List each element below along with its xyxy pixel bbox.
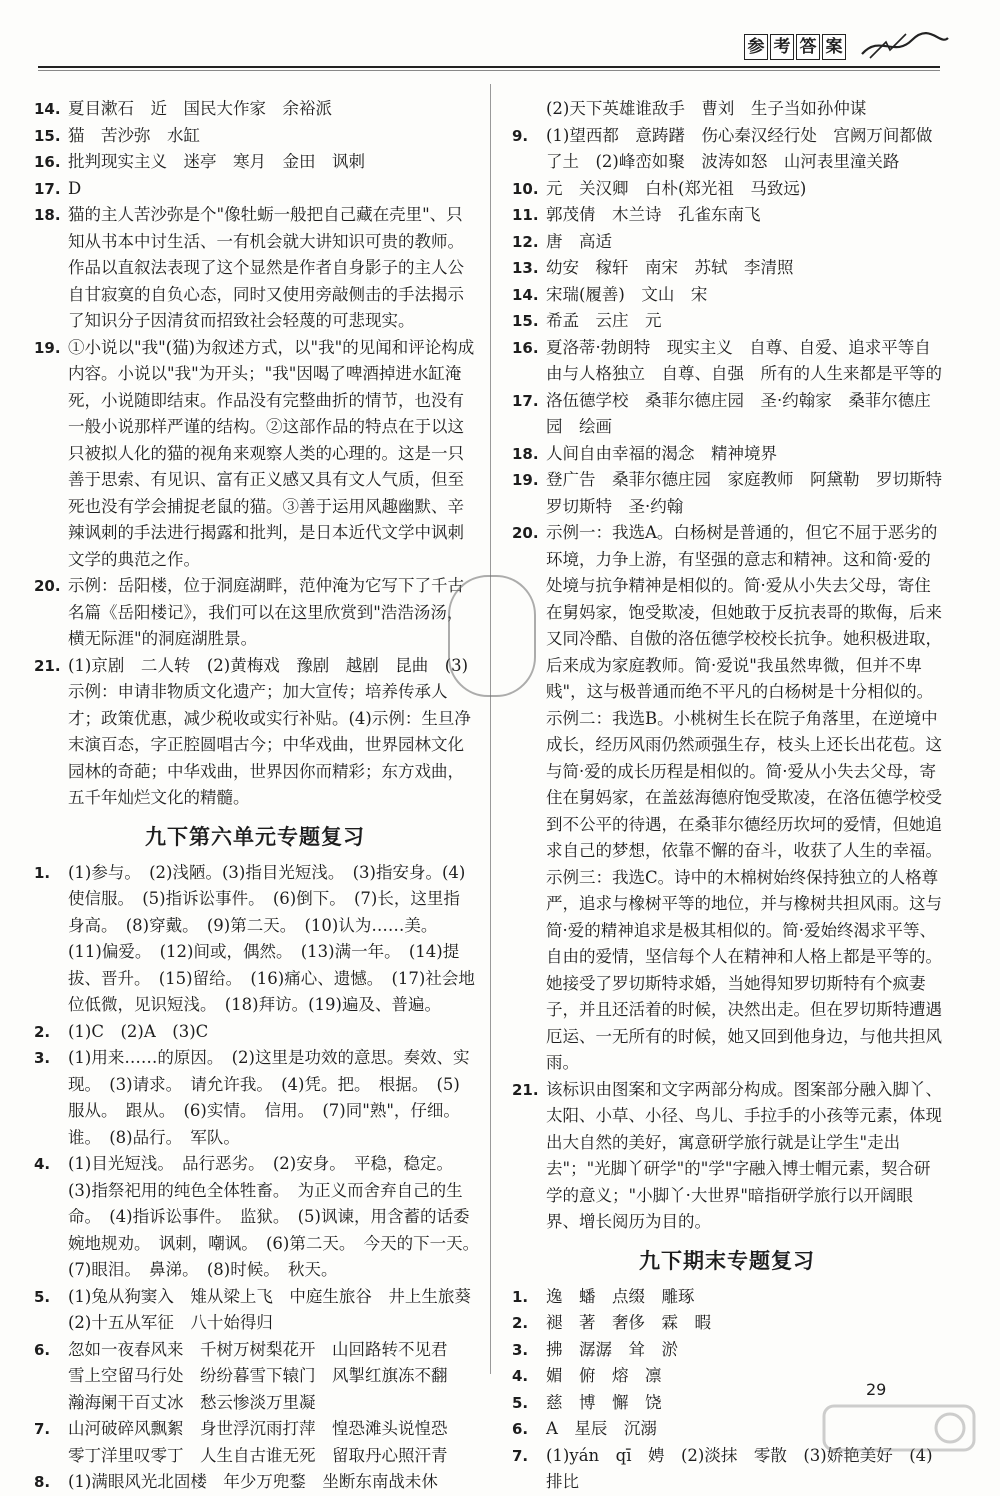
column-divider	[490, 84, 491, 1374]
answer-text: (1)参与。 (2)浅陋。(3)指目光短浅。 (3)指安身。(4)使信服。 (5)指诉讼事件。 (6)倒下。 (7)长，这里指身高。 (8)穿戴。 (9)第二天。 (10)认为……美。 (11)偏爱。 (12)间或，偶然。 (13)满一年。 (14)提拔、晋升。 (15)留给。 (16)痛心、遗憾。 (17)社会地位低微，见识短浅。 (18)拜访。(19)遍及、普遍。	[68, 862, 475, 1014]
answer-text: 唐 高适	[546, 231, 612, 251]
answer-item	[512, 176, 942, 203]
answer-text: ①小说以"我"(猫)为叙述方式，以"我"的见闻和评论构成内容。小说以"我"为开头；"我"因喝了啤酒掉进水缸淹死，小说随即结束。作品没有完整曲折的情节，也没有一般小说那样严谨的结构。②这部作品的特点在于以这只被拟人化的猫的视角来观察人类的心理的。这是一只善于思索、有见识、富有正义感又具有文人气质，但至死也没有学会捕捉老鼠的猫。③善于运用风趣幽默、辛辣讽刺的手法进行揭露和批判，是日本近代文学中讽刺文学的典范之作。	[68, 337, 475, 569]
answer-text: 人间自由幸福的渴念 精神境界	[546, 443, 777, 463]
answer-item	[34, 96, 476, 123]
answer-item	[512, 282, 942, 309]
answer-item	[512, 229, 942, 256]
answer-number: 1.	[512, 1287, 529, 1306]
answer-text: 夏目漱石 近 国民大作家 余裕派	[68, 99, 332, 118]
answer-number: 16.	[512, 338, 539, 357]
answer-number: 18.	[512, 444, 539, 463]
answer-number: 15.	[34, 126, 61, 145]
answer-number: 4.	[512, 1367, 529, 1385]
answer-number: 21.	[34, 656, 61, 675]
answer-number: 2.	[512, 1314, 529, 1332]
answer-number: 9.	[512, 126, 529, 145]
answer-text: 洛伍德学校 桑菲尔德庄园 圣·约翰家 桑菲尔德庄园 绘画	[546, 390, 931, 436]
answer-item	[512, 123, 942, 176]
answer-text: A 星辰 沉溺	[546, 1419, 657, 1438]
answer-item	[34, 1416, 476, 1469]
answer-text: (1)用来……的原因。 (2)这里是功效的意思。奏效、实现。 (3)请求。 请允许我。 (4)凭。把。 根据。 (5)服从。 跟从。 (6)实情。 信用。 (7)同"熟"，仔细。 谁。 (8)品行。 军队。	[68, 1048, 470, 1147]
answer-text: (2)天下英雄谁敌手 曹刘 生子当如孙仲谋	[546, 99, 867, 118]
answer-item	[34, 335, 476, 574]
answer-text: 批判现实主义 迷亭 寒月 金田 讽刺	[68, 152, 365, 171]
answer-item	[512, 1337, 942, 1364]
answer-number: 7.	[34, 1420, 51, 1438]
answer-text: (1)满眼风光北固楼 年少万兜鍪 坐断东南战未休	[68, 1472, 438, 1491]
left-answers-top	[34, 96, 476, 812]
answer-item	[34, 1469, 476, 1496]
answer-number	[512, 96, 546, 123]
answer-item	[512, 96, 942, 123]
answer-item	[34, 573, 476, 653]
answer-text: 登广告 桑菲尔德庄园 家庭教师 阿黛勒 罗切斯特 罗切斯特 圣·约翰	[546, 470, 959, 516]
answer-text: 宋瑞(履善) 文山 宋	[546, 284, 708, 304]
header-rule	[38, 66, 940, 68]
answer-text: (1)C (2)A (3)C	[68, 1021, 209, 1041]
answer-text: 该标识由图案和文字两部分构成。图案部分融入脚丫、太阳、小草、小径、鸟儿、手拉手的小孩等元素，体现出大自然的美好，寓意研学旅行就是让学生"走出去"；"光脚丫研学"的"学"字融入博士帽元素，契合研学的意义；"小脚丫·大世界"暗指研学旅行以开阔眼界、增长阅历为目的。	[546, 1079, 942, 1231]
answer-number: 16.	[34, 153, 61, 171]
answer-item	[512, 467, 959, 520]
answer-number: 14.	[512, 285, 539, 304]
badge-char: 案	[822, 34, 846, 60]
answer-number: 14.	[34, 100, 61, 118]
answer-text: (1)yán qī 娉 (2)淡抹 零散 (3)娇艳美好 (4)排比	[546, 1445, 933, 1491]
header-answer-badge	[744, 34, 846, 60]
answer-item	[512, 202, 942, 229]
answer-number: 1.	[34, 863, 51, 882]
answer-item	[34, 176, 476, 203]
page-number: 29	[866, 1380, 887, 1399]
answer-number: 13.	[512, 259, 539, 277]
answer-item	[34, 1284, 488, 1337]
answer-text: (1)京剧 二人转 (2)黄梅戏 豫剧 越剧 昆曲 (3)示例：申请非物质文化遗产；加大宣传；培养传承人才；政策优惠，减少税收或实行补贴。(4)示例：生旦净末演百态，字正腔圆唱古今；中华戏曲，世界园林文化园林的奇葩；中华戏曲，世界因你而精彩；东方戏曲，五千年灿烂文化的精髓。	[68, 655, 471, 807]
answer-text: 猫的主人苦沙弥是个"像牡蛎一般把自己藏在壳里"、只知从书本中讨生活、一有机会就大讲知识可贵的教师。作品以直叙法表现了这个显然是作者自身影子的主人公自甘寂寞的自负心态，同时又使用旁敲侧击的手法揭示了知识分子因清贫而招致社会轻蔑的可悲现实。	[68, 205, 464, 330]
section-title-unit6: 九下第六单元专题复习	[145, 824, 365, 849]
answer-item	[34, 1045, 476, 1151]
header-decoration-icon	[860, 28, 950, 64]
answer-number: 12.	[512, 232, 539, 251]
answer-text: 褪 著 奢侈 霖 暇	[546, 1313, 711, 1332]
answer-number: 7.	[512, 1446, 529, 1465]
answer-number: 2.	[34, 1022, 51, 1041]
answer-text: 拂 潺潺 耸 淤	[546, 1339, 678, 1359]
answer-text: 示例：岳阳楼，位于洞庭湖畔，范仲淹为它写下了千古名篇《岳阳楼记》，我们可以在这里欣赏到"浩浩汤汤，横无际涯"的洞庭湖胜景。	[68, 576, 464, 648]
answer-text: 元 关汉卿 白朴(郑光祖 马致远)	[546, 178, 807, 198]
answer-text: 媚 俯 熔 凛	[546, 1366, 662, 1385]
answer-text: 忽如一夜春风来 千树万树梨花开 山回路转不见君 雪上空留马行处 纷纷暮雪下辕门 风掣红旗冻不翻 瀚海阑干百丈冰 愁云惨淡万里凝	[68, 1339, 464, 1412]
answer-number: 5.	[512, 1393, 529, 1412]
stamp-seal	[448, 575, 536, 697]
answer-number: 18.	[34, 206, 61, 224]
answer-number: 8.	[34, 1473, 51, 1491]
badge-char: 参	[744, 34, 768, 60]
answer-item	[512, 1077, 942, 1236]
answer-item	[34, 123, 476, 150]
section-title-final: 九下期末专题复习	[639, 1248, 815, 1273]
answer-number: 10.	[512, 179, 539, 198]
answer-number: 6.	[34, 1340, 51, 1359]
answer-text: D	[68, 178, 82, 198]
right-column	[512, 96, 959, 1496]
answer-item	[512, 1310, 942, 1337]
answer-number: 20.	[512, 524, 539, 542]
answer-text: (1)兔从狗窦入 雉从梁上飞 中庭生旅谷 井上生旅葵 (2)十五从军征 八十始得归	[68, 1286, 488, 1332]
answer-item	[34, 860, 476, 1019]
answer-item	[512, 255, 942, 282]
answer-item	[34, 1019, 476, 1046]
answer-number: 17.	[512, 391, 539, 410]
answer-number: 19.	[34, 338, 61, 357]
answer-number: 5.	[34, 1287, 51, 1306]
answer-number: 11.	[512, 206, 539, 224]
answer-item	[34, 1151, 488, 1284]
answer-item	[34, 202, 476, 335]
answer-item	[512, 1284, 942, 1311]
answer-text: 希孟 云庄 元	[546, 311, 662, 330]
answer-text: 示例一：我选A。白杨树是普通的，但它不屈于恶劣的环境，力争上游，有坚强的意志和精神。这和简·爱的处境与抗争精神是相似的。简·爱从小失去父母，寄住在舅妈家，饱受欺凌，但她敢于反抗表哥的欺侮，后来又同冷酷、自傲的洛伍德学校校长抗争。她积极进取，后来成为家庭教师。简·爱说"我虽然卑微，但并不卑贱"，这与极普通而绝不平凡的白杨树是十分相似的。示例二：我选B。小桃树生长在院子角落里，在逆境中成长，经历风雨仍然顽强生存，枝头上还长出花苞。这与简·爱的成长历程是相似的。简·爱从小失去父母，寄住在舅妈家，在盖兹海德府饱受欺凌，在洛伍德学校受到不公平的待遇，在桑菲尔德经历坎坷的爱情，但她追求自己的梦想，依靠不懈的奋斗，收获了人生的幸福。示例三：我选C。诗中的木棉树始终保持独立的人格尊严，追求与橡树平等的地位，并与橡树共担风雨。这与简·爱的精神追求是极其相似的。简·爱始终渴求平等、自由的爱情，坚信每个人在精神和人格上都是平等的。她接受了罗切斯特求婚，当她得知罗切斯特有个疯妻子，并且还活着的时候，决然出走。但在罗切斯特遭遇厄运、一无所有的时候，她又回到他身边，与他共担风雨。	[546, 523, 942, 1072]
left-answers-bottom	[34, 860, 488, 1496]
answer-number: 3.	[34, 1049, 51, 1067]
answer-text: 夏洛蒂·勃朗特 现实主义 自尊、自爱、追求平等自由与人格独立 自尊、自强 所有的人生来都是平等的	[546, 337, 942, 383]
answer-text: (1)目光短浅。 品行恶劣。 (2)安身。 平稳，稳定。(3)指祭祀用的纯色全体牲畜。 为正义而舍弃自己的生命。 (4)指诉讼事件。 监狱。 (5)讽谏，用含蓄的话委婉地规劝。 讽刺，嘲讽。 (6)第二天。 今天的下一天。 (7)眼泪。 鼻涕。 (8)时候。 秋天。	[68, 1154, 488, 1279]
answer-text: 猫 苦沙弥 水缸	[68, 125, 200, 145]
answer-number: 19.	[512, 471, 539, 489]
answer-text: 幼安 稼轩 南宋 苏轼 李清照	[546, 258, 794, 277]
answer-number: 4.	[34, 1155, 51, 1173]
answer-text: 慈 博 懈 饶	[546, 1392, 662, 1412]
answer-item	[34, 653, 476, 812]
answer-number: 3.	[512, 1340, 529, 1359]
badge-char: 答	[796, 34, 820, 60]
watermark-logo-icon	[820, 1400, 980, 1456]
answer-number: 21.	[512, 1080, 539, 1099]
answer-item	[34, 1337, 476, 1417]
answer-text: (1)望西都 意踌躇 伤心秦汉经行处 宫阙万间都做了土 (2)峰峦如聚 波涛如怒 山河表里潼关路	[546, 125, 933, 171]
answer-number: 20.	[34, 577, 61, 595]
answer-item	[512, 308, 942, 335]
answer-item	[512, 335, 942, 388]
answer-item	[512, 441, 942, 468]
answer-text: 郭茂倩 木兰诗 孔雀东南飞	[546, 205, 761, 224]
header-rule-thin	[38, 70, 940, 71]
left-column	[34, 96, 488, 1496]
answer-item	[34, 149, 476, 176]
answer-number: 15.	[512, 312, 539, 330]
answer-item	[512, 388, 942, 441]
answer-number: 17.	[34, 179, 61, 198]
answer-text: 逸 蟠 点缀 雕琢	[546, 1286, 695, 1306]
answer-number: 6.	[512, 1420, 529, 1438]
answer-item	[512, 520, 942, 1077]
badge-char: 考	[770, 34, 794, 60]
right-answers-top	[512, 96, 959, 1236]
answer-text: 山河破碎风飘絮 身世浮沉雨打萍 惶恐滩头说惶恐 零丁洋里叹零丁 人生自古谁无死 留取丹心照汗青	[68, 1419, 464, 1465]
